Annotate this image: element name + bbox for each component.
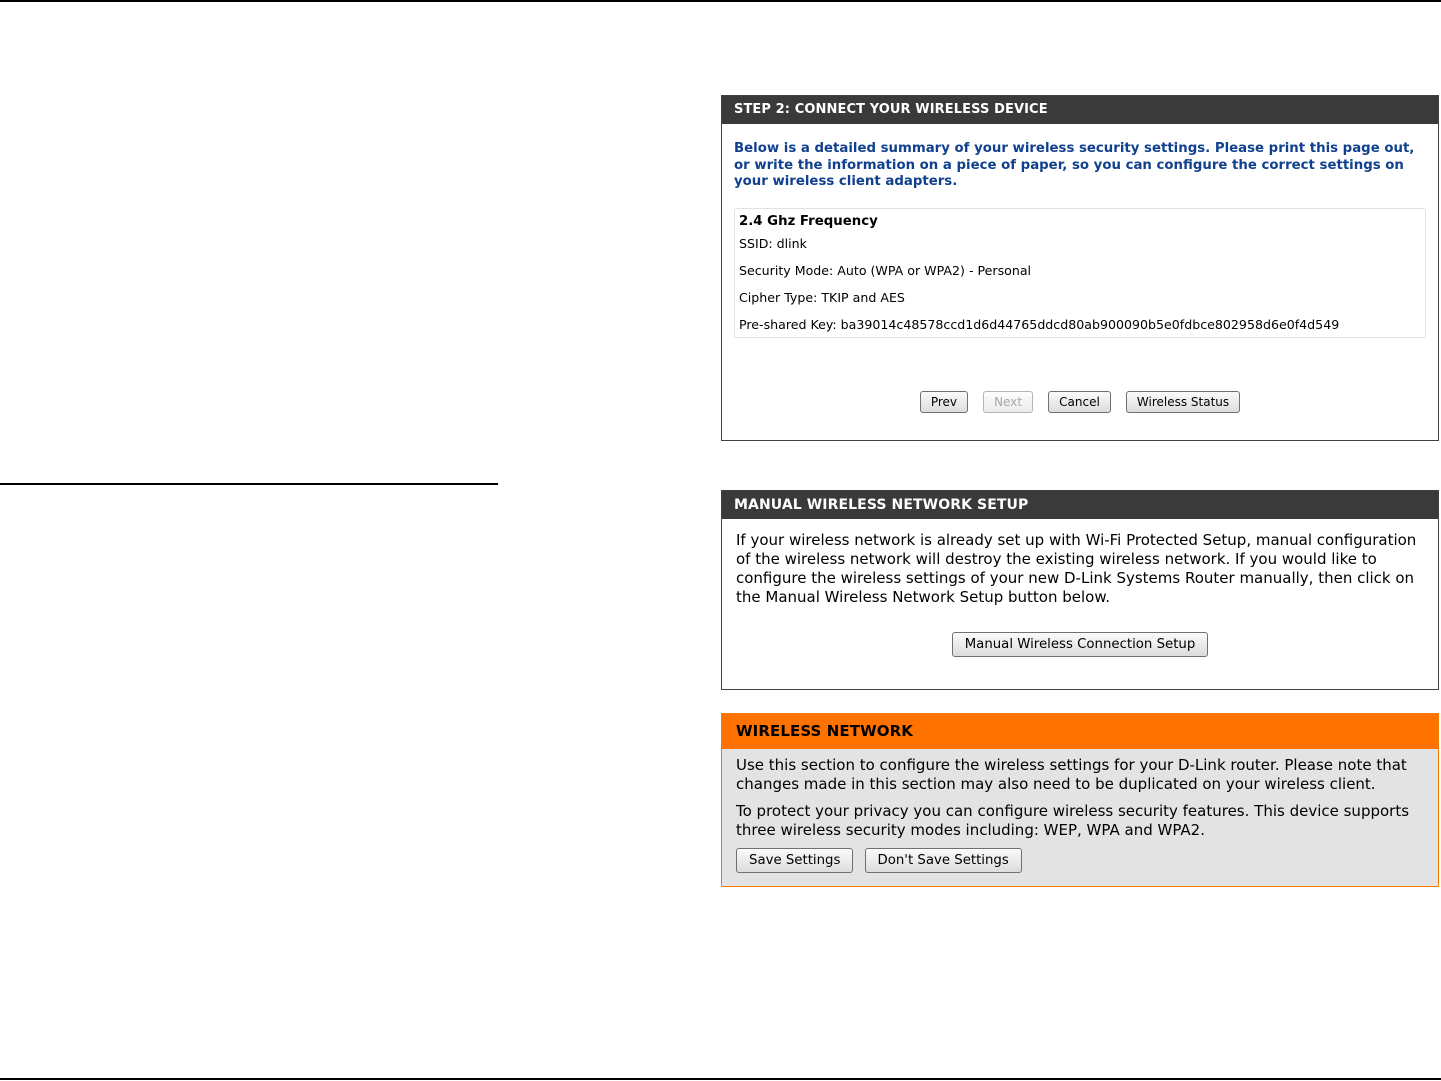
manual-setup-panel (721, 490, 1439, 690)
wireless-network-title: WIRELESS NETWORK (722, 714, 1438, 749)
page-bottom-rule (0, 1078, 1441, 1080)
manual-setup-text: If your wireless network is already set up with Wi-Fi Protected Setup, manual configuration of the wireless network will destroy the existing wireless network. If you would like to configure the wireless settings of your new D-Link Systems Router manually, then click on the Manual Wireless Network Setup button below. (736, 531, 1417, 606)
step2-intro: Below is a detailed summary of your wireless security settings. Please print this page out, or write the information on a piece of paper, so you can configure the correct settings on your wireless client adapters. (734, 141, 1415, 189)
cipher-type-row: Cipher Type: TKIP and AES (739, 289, 905, 305)
manual-setup-title: MANUAL WIRELESS NETWORK SETUP (722, 491, 1438, 519)
manual-button-row (722, 632, 1438, 657)
wireless-network-privacy-note: To protect your privacy you can configure wireless security features. This device supports three wireless security modes including: WEP, WPA and WPA2. (736, 802, 1410, 839)
step2-title: STEP 2: CONNECT YOUR WIRELESS DEVICE (722, 96, 1438, 124)
wireless-network-description: Use this section to configure the wireless settings for your D-Link router. Please note that changes made in this section may also need to be duplicated on your wireless client. (736, 756, 1407, 793)
cancel-button[interactable]: Cancel (1048, 391, 1111, 413)
pre-shared-key-row: Pre-shared Key: ba39014c48578ccd1d6d44765ddcd80ab900090b5e0fdbce802958d6e0f4d549 (739, 316, 1340, 332)
step2-button-row (722, 391, 1438, 413)
ssid-row: SSID: dlink (739, 235, 807, 251)
dont-save-settings-button[interactable]: Don't Save Settings (865, 848, 1022, 873)
wireless-network-panel (721, 713, 1439, 887)
security-mode-row: Security Mode: Auto (WPA or WPA2) - Personal (739, 262, 1032, 278)
page-top-rule (0, 0, 1441, 2)
prev-button[interactable]: Prev (920, 391, 968, 413)
wireless-network-buttons (736, 848, 1438, 873)
step2-panel (721, 95, 1439, 441)
next-button[interactable]: Next (983, 391, 1033, 413)
wireless-status-button[interactable]: Wireless Status (1126, 391, 1240, 413)
left-divider (0, 483, 498, 485)
manual-wireless-connection-setup-button[interactable]: Manual Wireless Connection Setup (952, 632, 1209, 657)
save-settings-button[interactable]: Save Settings (736, 848, 853, 873)
frequency-summary (734, 208, 1426, 338)
frequency-title: 2.4 Ghz Frequency (739, 213, 878, 229)
